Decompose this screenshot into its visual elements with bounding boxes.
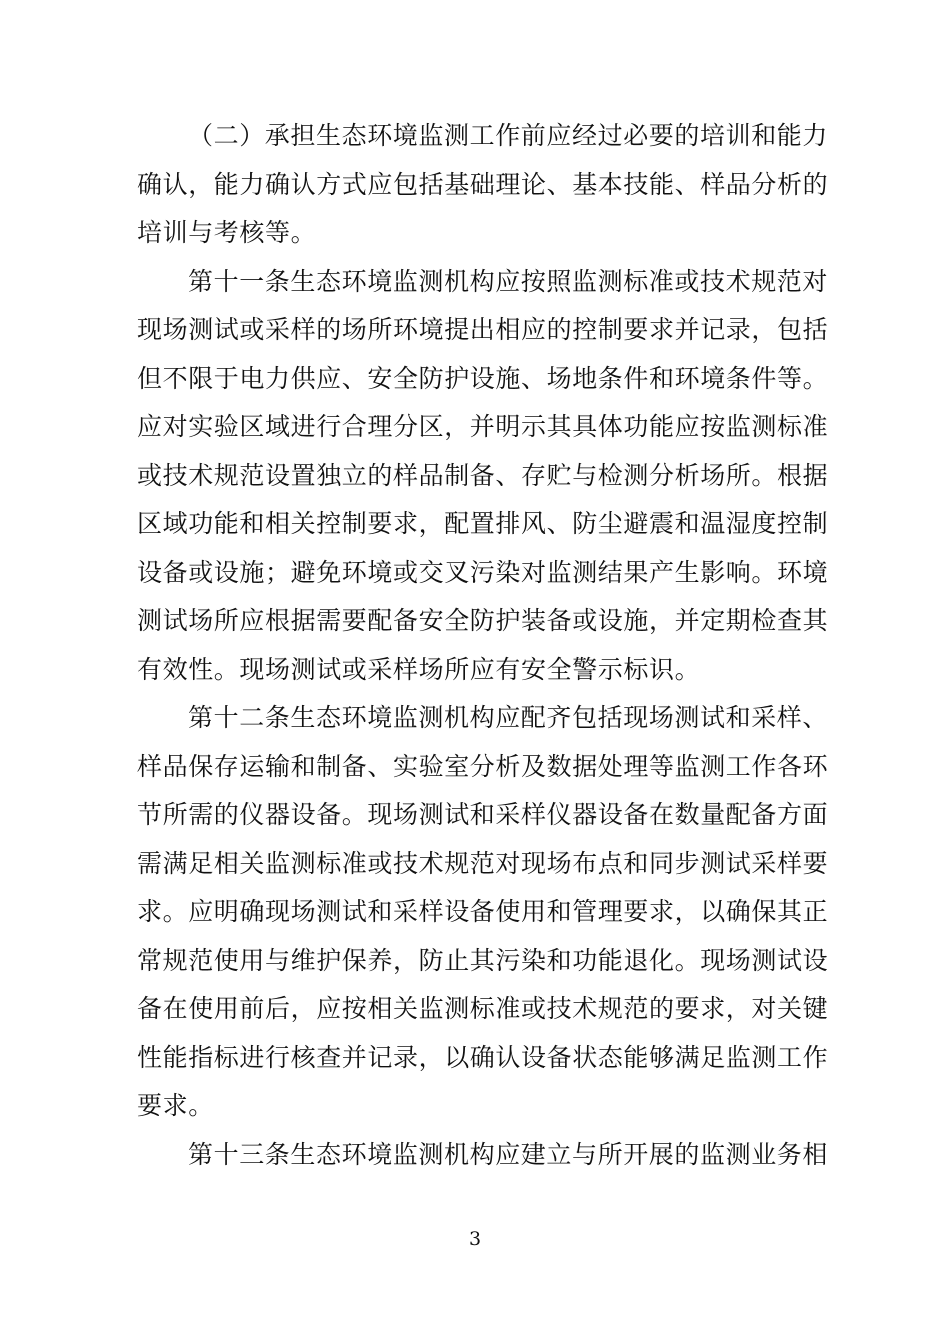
text-line: 第十三条生态环境监测机构应建立与所开展的监测业务相: [188, 1139, 829, 1169]
paragraph-article-13: [137, 1131, 827, 1180]
paragraph-training: [137, 112, 827, 258]
paragraph-article-12: [137, 694, 827, 1131]
text-line: 备在使用前后，应按相关监测标准或技术规范的要求，对关键: [137, 994, 829, 1023]
text-line: 需满足相关监测标准或技术规范对现场布点和同步测试采样要: [137, 848, 829, 878]
text-line: 性能指标进行核查并记录，以确认设备状态能够满足监测工作: [137, 1042, 829, 1072]
text-line: 现场测试或采样的场所环境提出相应的控制要求并记录，包括: [137, 315, 829, 344]
text-line: 节所需的仪器设备。现场测试和采样仪器设备在数量配备方面: [137, 800, 829, 829]
text-line: 有效性。现场测试或采样场所应有安全警示标识。: [137, 654, 701, 684]
text-line: 求。应明确现场测试和采样设备使用和管理要求，以确保其正: [137, 897, 829, 926]
text-line: 设备或设施；避免环境或交叉污染对监测结果产生影响。环境: [137, 557, 829, 587]
text-line: 或技术规范设置独立的样品制备、存贮与检测分析场所。根据: [137, 460, 829, 490]
text-line: 确认，能力确认方式应包括基础理论、基本技能、样品分析的: [137, 169, 829, 199]
text-line: 区域功能和相关控制要求，配置排风、防尘避震和温湿度控制: [137, 509, 829, 538]
text-line: 第十一条生态环境监测机构应按照监测标准或技术规范对: [188, 266, 829, 296]
page-number: 3: [468, 1228, 482, 1250]
text-line: 第十二条生态环境监测机构应配齐包括现场测试和采样、: [188, 703, 829, 732]
paragraph-article-11: [137, 258, 827, 695]
text-line: 常规范使用与维护保养，防止其污染和功能退化。现场测试设: [137, 945, 829, 975]
text-line: （二）承担生态环境监测工作前应经过必要的培训和能力: [188, 121, 829, 150]
text-line: 测试场所应根据需要配备安全防护装备或设施，并定期检查其: [137, 606, 829, 635]
text-line: 但不限于电力供应、安全防护设施、场地条件和环境条件等。: [137, 363, 829, 393]
text-line: 样品保存运输和制备、实验室分析及数据处理等监测工作各环: [137, 751, 829, 781]
body-text: [137, 112, 827, 1179]
text-line: 应对实验区域进行合理分区，并明示其具体功能应按监测标准: [137, 412, 829, 441]
text-line: 要求。: [137, 1091, 214, 1120]
text-line: 培训与考核等。: [137, 218, 317, 247]
